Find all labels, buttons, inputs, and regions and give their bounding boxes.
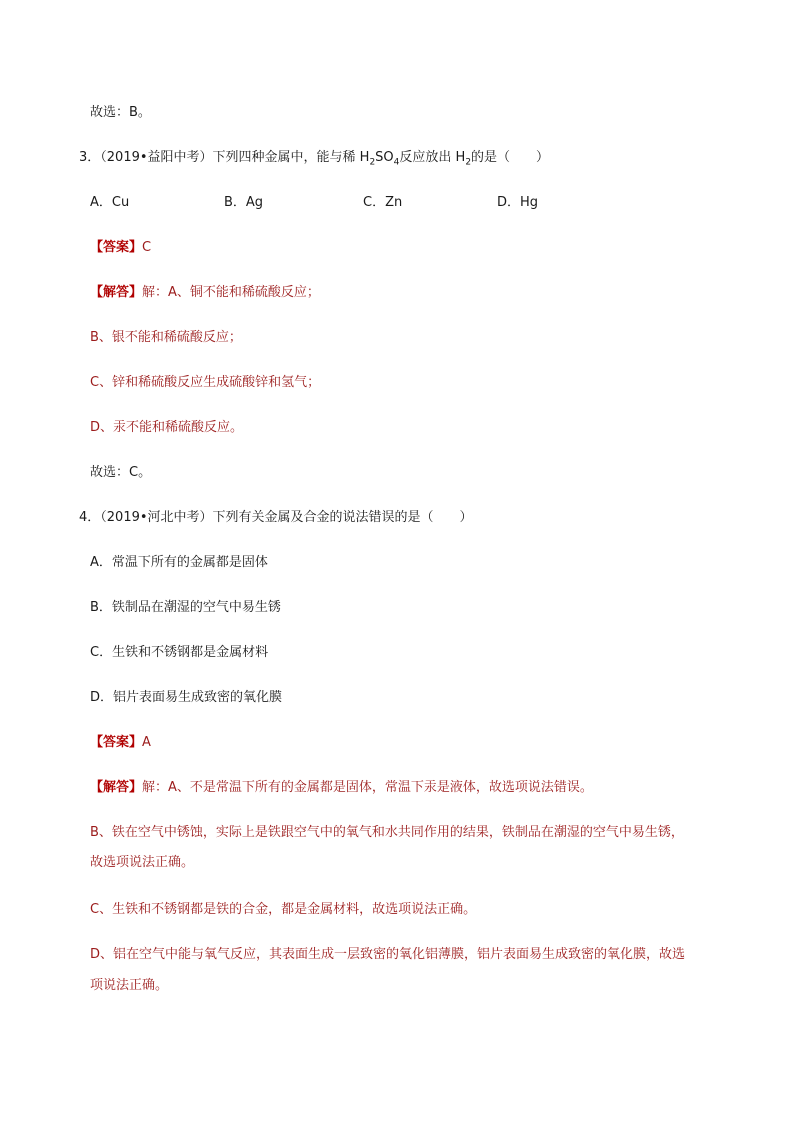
q3-options: [90, 193, 538, 213]
q4-stem: 4．（2019•河北中考）下列有关金属及合金的说法错误的是（ ）: [79, 510, 473, 525]
q4-option-c: C．生铁和不锈钢都是金属材料: [90, 645, 269, 660]
q4-option-d: D．铝片表面易生成致密的氧化膜: [90, 690, 283, 705]
q4-analysis-a: [90, 778, 593, 798]
q3-analysis-c: C、锌和稀硫酸反应生成硫酸锌和氢气；: [90, 375, 321, 390]
q4-analysis-c: C、生铁和不锈钢都是铁的合金，都是金属材料，故选项说法正确。: [90, 902, 477, 917]
analysis-tag: 【解答】: [90, 780, 143, 795]
analysis-text: 解：A、铜不能和稀硫酸反应；: [142, 285, 320, 300]
q3-answer: [90, 238, 151, 258]
q3-analysis-a: [90, 283, 320, 303]
q3-stem-text: SO: [375, 150, 394, 165]
q3-stem-text: 的是（ ）: [471, 150, 550, 165]
q3-option-c: C．Zn: [363, 195, 403, 210]
q3-option-a: A．Cu: [90, 195, 130, 210]
answer-tag: 【答案】: [90, 240, 143, 255]
q4-analysis-b-line1: B、铁在空气中锈蚀，实际上是铁跟空气中的氧气和水共同作用的结果，铁制品在潮湿的空气中易生锈，: [90, 825, 684, 840]
q3-option-b: B．Ag: [224, 195, 264, 210]
subscript: 2: [369, 157, 376, 168]
subscript: 4: [393, 157, 400, 168]
q3-stem-text: 反应放出 H: [399, 150, 466, 165]
answer-value: C: [142, 240, 152, 255]
q4-option-a: A．常温下所有的金属都是固体: [90, 555, 268, 570]
q4-answer: [90, 733, 151, 753]
q4-analysis-d-line2: 项说法正确。: [90, 978, 169, 993]
q4-analysis-d-line1: D、铝在空气中能与氧气反应，其表面生成一层致密的氧化铝薄膜，铝片表面易生成致密的氧化膜，故选: [90, 947, 686, 962]
q3-option-d: D．Hg: [497, 195, 539, 210]
answer-value: A: [142, 735, 151, 750]
q2-result: 故选：B。: [90, 105, 151, 120]
q4-option-b: B．铁制品在潮湿的空气中易生锈: [90, 600, 281, 615]
subscript: 2: [465, 157, 472, 168]
q3-stem: [79, 148, 549, 173]
q4-analysis-b-line2: 故选项说法正确。: [90, 855, 195, 870]
answer-tag: 【答案】: [90, 735, 143, 750]
q3-analysis-b: B、银不能和稀硫酸反应；: [90, 330, 242, 345]
analysis-text: 解：A、不是常温下所有的金属都是固体，常温下汞是液体，故选项说法错误。: [142, 780, 593, 795]
q3-stem-text: 3．（2019•益阳中考）下列四种金属中，能与稀 H: [79, 150, 370, 165]
q3-analysis-d: D、汞不能和稀硫酸反应。: [90, 420, 244, 435]
analysis-tag: 【解答】: [90, 285, 143, 300]
q3-result: 故选：C。: [90, 465, 152, 480]
